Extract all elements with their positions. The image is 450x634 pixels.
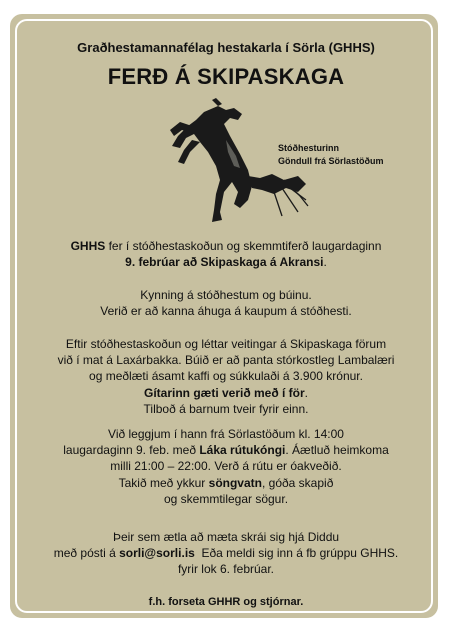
trip-intro-line1 xyxy=(10,238,442,254)
trip-intro-line2-end: . xyxy=(323,255,327,270)
trip-intro-paragraph xyxy=(10,238,442,270)
departure-paragraph xyxy=(10,426,442,507)
contact-email: sorli@sorli.is xyxy=(119,546,195,561)
dinner-paragraph xyxy=(10,336,442,417)
introduction-line1: Kynning á stóðhestum og búinu. xyxy=(140,288,312,302)
registration-line2 xyxy=(10,545,442,561)
poster-title: FERÐ Á SKIPASKAGA xyxy=(107,64,345,89)
departure-line4 xyxy=(10,475,442,491)
bus-driver-name: Láka rútukóngi xyxy=(199,443,286,458)
registration-line3: fyrir lok 6. febrúar. xyxy=(177,562,275,577)
dinner-line4-end: . xyxy=(304,385,309,400)
dinner-line1: Eftir stóðhestaskoðun og léttar veitingar á Skipaskaga förum xyxy=(65,337,387,351)
departure-line2-end: . Áætluð heimkoma xyxy=(285,443,389,458)
guitar-note: Gítarinn gæti verið með í för xyxy=(143,385,305,400)
trip-intro-line2 xyxy=(10,254,442,270)
dinner-line4 xyxy=(10,385,442,401)
registration-line2-end: Eða meldi sig inn á fb grúppu GHHS. xyxy=(194,546,399,561)
trip-date-destination: 9. febrúar að Skipaskaga á Akransi xyxy=(125,255,324,270)
signature: f.h. forseta GHHR og stjórnar. xyxy=(148,596,304,608)
departure-line4-start: Takið með ykkur xyxy=(118,475,209,490)
poster xyxy=(8,12,440,620)
departure-line5: og skemmtilegar sögur. xyxy=(163,491,289,506)
introduction-line2: Verið er að kanna áhuga á kaupum á stóðhesti. xyxy=(100,304,352,319)
horse-caption-line1: Stóðhesturinn xyxy=(278,143,339,153)
singing-water: söngvatn xyxy=(208,475,262,490)
introduction-paragraph xyxy=(10,287,442,319)
trip-intro-line1-text: fer í stóðhestaskoðun og skemmtiferð laugardaginn xyxy=(105,239,382,253)
organization-name: Graðhestamannafélag hestakarla í Sörla (GHHS) xyxy=(77,40,375,55)
registration-line1: Þeir sem ætla að mæta skrái sig hjá Diddu xyxy=(112,530,340,544)
dinner-line2: við í mat á Laxárbakka. Búið er að panta stórkostleg Lambalæri xyxy=(57,353,395,368)
dinner-line3: og meðlæti ásamt kaffi og súkkulaði á 3.900 krónur. xyxy=(89,369,363,384)
departure-line2-start: laugardaginn 9. feb. með xyxy=(63,443,200,458)
departure-line4-end: , góða skapið xyxy=(261,475,334,490)
departure-line1: Við leggjum í hann frá Sörlastöðum kl. 14:00 xyxy=(108,427,344,441)
dinner-line5: Tilboð á barnum tveir fyrir einn. xyxy=(143,401,309,416)
registration-line2-start: með pósti á xyxy=(53,546,120,561)
horse-caption xyxy=(278,142,406,168)
departure-line3: milli 21:00 – 22:00. Verð á rútu er óakveðið. xyxy=(110,459,342,474)
horse-caption-line2: Göndull frá Sörlastöðum xyxy=(278,156,384,166)
ghhs-lead: GHHS xyxy=(70,239,106,253)
departure-line2 xyxy=(10,442,442,458)
registration-paragraph xyxy=(10,529,442,578)
